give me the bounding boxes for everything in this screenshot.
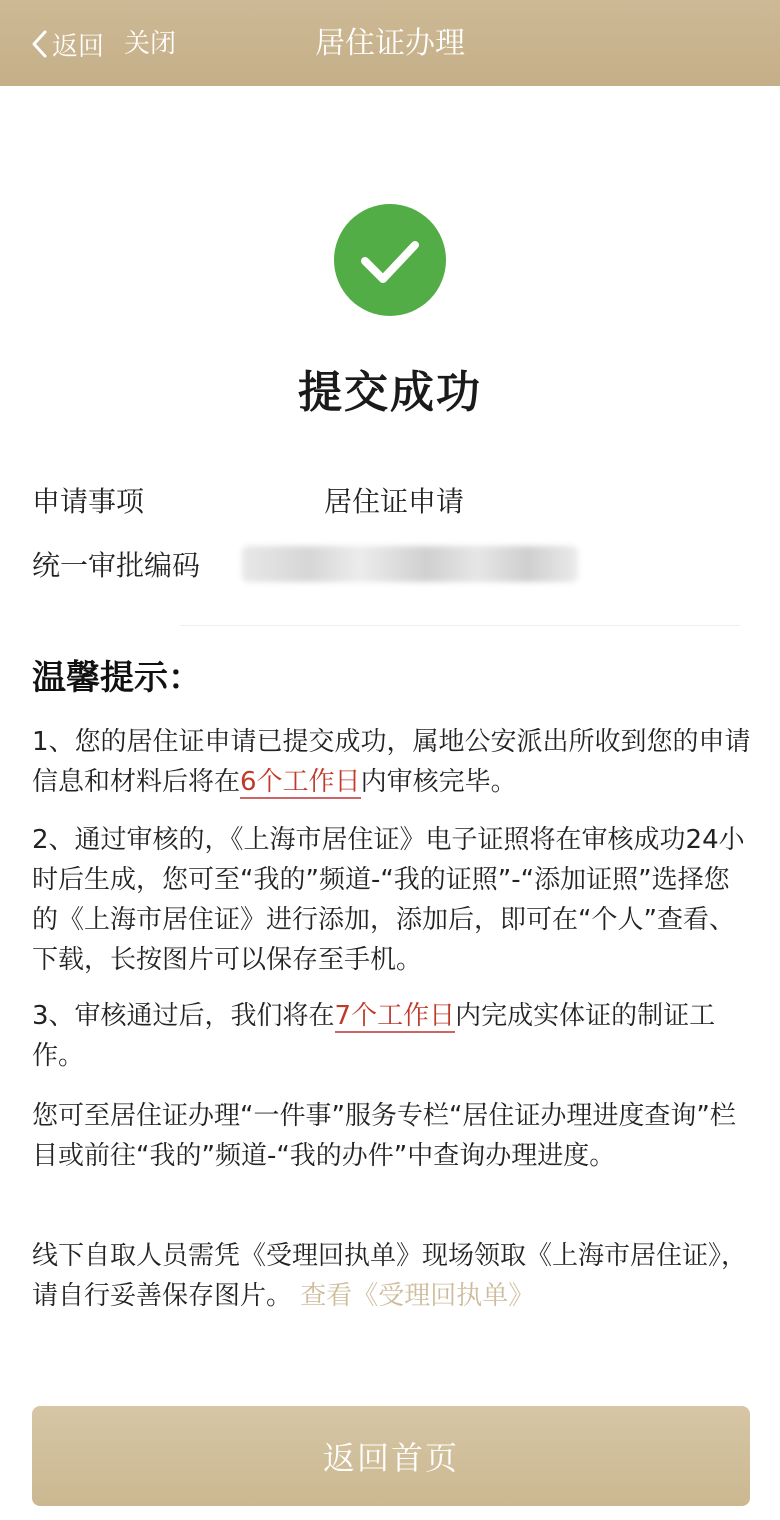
nav-bar xyxy=(0,0,780,86)
tip-3-text: 3、审核通过后，我们将在 xyxy=(32,1001,335,1031)
back-label: 返回 xyxy=(52,31,105,62)
success-check-icon xyxy=(334,204,446,316)
tip-3-tail: 内完成实体证的制证工作。 xyxy=(32,1001,716,1071)
tip-1-tail: 内审核完毕。 xyxy=(360,767,517,797)
tip-paragraph-1 xyxy=(32,722,752,802)
tip-1-highlight: 6个工作日 xyxy=(240,767,361,797)
code-label: 统一审批编码 xyxy=(32,549,201,582)
success-title: 提交成功 xyxy=(298,367,482,418)
chevron-left-icon xyxy=(30,29,48,59)
tip-paragraph-2: 2、通过审核的，《上海市居住证》电子证照将在审核成功24小时后生成，您可至“我的”频道-“我的证照”-“添加证照”选择您的《上海市居住证》进行添加，添加后，即可在“个人”查看、下载，长按图片可以保存至手机。 xyxy=(32,825,745,975)
divider xyxy=(180,625,740,626)
blurred-approval-code xyxy=(242,546,578,582)
tip-paragraph-3 xyxy=(32,996,752,1076)
item-label: 申请事项 xyxy=(32,485,145,518)
close-button[interactable]: 关闭 xyxy=(124,29,177,59)
page-title: 居住证办理 xyxy=(315,26,465,61)
return-home-button[interactable]: 返回首页 xyxy=(32,1406,750,1506)
item-value: 居住证申请 xyxy=(324,485,465,518)
view-receipt-link[interactable]: 查看《受理回执单》 xyxy=(300,1281,535,1311)
progress-query-paragraph: 您可至居住证办理“一件事”服务专栏“居住证办理进度查询”栏目或前往“我的”频道-“我的办件”中查询办理进度。 xyxy=(32,1101,736,1171)
pickup-text: 线下自取人员需凭《受理回执单》现场领取《上海市居住证》，请自行妥善保存图片。 xyxy=(32,1241,748,1311)
tips-title: 温馨提示： xyxy=(32,658,202,698)
tip-1-text: 1、您的居住证申请已提交成功，属地公安派出所收到您的申请信息和材料后将在 xyxy=(32,727,751,797)
tip-3-highlight: 7个工作日 xyxy=(334,1001,456,1031)
back-button[interactable] xyxy=(30,26,104,62)
pickup-paragraph xyxy=(32,1236,752,1316)
